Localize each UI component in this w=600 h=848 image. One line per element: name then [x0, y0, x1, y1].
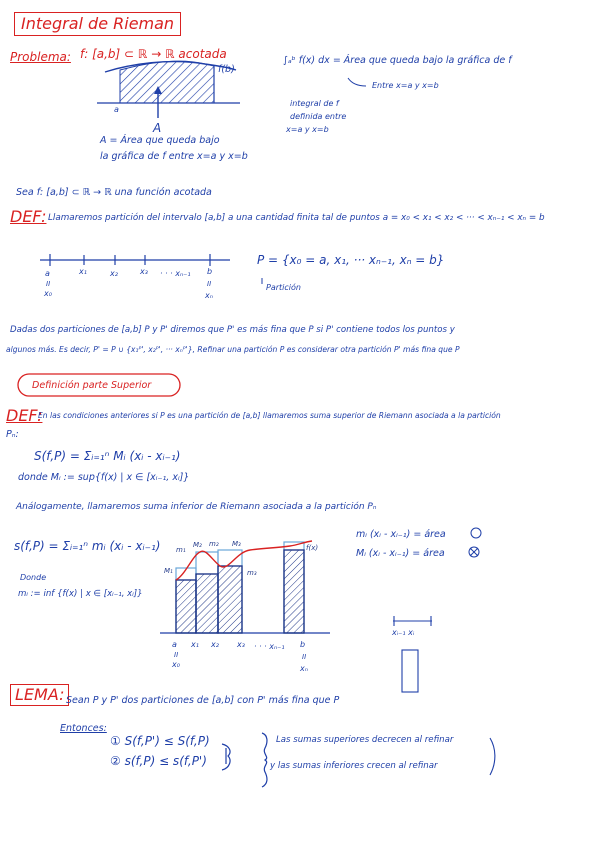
graph-label-M3: M₃	[232, 540, 241, 548]
upper-sum-formula: S(f,P) = Σᵢ₌₁ⁿ Mᵢ (xᵢ - xᵢ₋₁)	[34, 449, 181, 463]
lema-item1: ① S(f,P') ≤ S(f,P)	[110, 734, 210, 748]
upper-sum-donde: donde Mᵢ := sup{f(x) | x ∈ [xᵢ₋₁, xᵢ]}	[18, 472, 190, 483]
nl-under-a-2: x₀	[44, 289, 52, 298]
interval-label: xᵢ₋₁ xᵢ	[392, 628, 415, 637]
def2-line2: Pₙ:	[6, 429, 19, 440]
partition-label: Partición	[266, 283, 301, 292]
axis-under-a-2: x₀	[172, 660, 180, 669]
M-area-eq: Mᵢ (xᵢ - xᵢ₋₁) = área	[356, 548, 445, 559]
integral-entre: Entre x=a y x=b	[372, 81, 439, 90]
graph-label-M1: M₁	[164, 567, 173, 575]
definicion-badge: Definición parte Superior	[32, 380, 152, 391]
graph-label-m1: m₁	[176, 546, 186, 554]
m-area-eq: mᵢ (xᵢ - xᵢ₋₁) = área	[356, 529, 446, 540]
refinement-line2: algunos más. Es decir, P' = P ∪ {x₁ᴾ', x₂ᴾ', ··· xₙᴾ'}, Refinar una partición P es considerar otra partición P' más fina que P	[6, 345, 460, 354]
axis-label-a: a	[172, 640, 177, 649]
lema-text: Sean P y P' dos particiones de [a,b] con P' más fina que P	[66, 695, 340, 706]
axis-label-x2: x₂	[211, 640, 219, 649]
nl-under-a-1: II	[46, 280, 51, 288]
problema-fb: f(b)	[218, 64, 235, 75]
nl-under-b-1: II	[207, 280, 212, 288]
nl-under-b-2: xₙ	[205, 291, 213, 300]
nl-label-xn1: · · · xₙ₋₁	[160, 269, 191, 278]
axis-label-x3: x₃	[237, 640, 245, 649]
problema-A: A	[153, 121, 162, 135]
integral-de-f: integral de f	[290, 99, 339, 108]
nl-label-x1: x₁	[79, 267, 87, 276]
nl-label-a: a	[45, 269, 50, 278]
lower-sum-formula: s(f,P) = Σᵢ₌₁ⁿ mᵢ (xᵢ - xᵢ₋₁)	[14, 539, 161, 553]
refinement-line1: Dadas dos particiones de [a,b] P y P' diremos que P' es más fina que P si P' contiene todos los puntos y	[10, 325, 455, 335]
graph-label-m2: m₂	[209, 540, 219, 548]
problema-a: a	[114, 105, 119, 114]
axis-label-xn1: · · · xₙ₋₁	[254, 642, 285, 651]
lema-entonces: Entonces:	[60, 723, 107, 734]
lower-sum-donde: Donde	[20, 573, 47, 582]
problema-label: Problema:	[10, 50, 71, 64]
intro-sentence: Sea f: [a,b] ⊂ ℝ → ℝ una función acotada	[16, 187, 212, 198]
graph-label-fx: f(x)	[306, 544, 319, 552]
problema-area-line2: la gráfica de f entre x=a y x=b	[100, 151, 248, 162]
nl-label-x2: x₂	[110, 269, 118, 278]
graph-label-m3: m₃	[247, 569, 257, 577]
analog-sentence: Análogamente, llamaremos suma inferior de Riemann asociada a la partición Pₙ	[16, 502, 377, 512]
axis-label-x1: x₁	[191, 640, 199, 649]
axis-under-b-2: xₙ	[300, 664, 308, 673]
axis-under-a-1: II	[174, 651, 179, 659]
entre-vals: x=a y x=b	[286, 125, 329, 134]
lema-item2: ② s(f,P) ≤ s(f,P')	[110, 754, 207, 768]
problema-statement: f: [a,b] ⊂ ℝ → ℝ acotada	[80, 47, 227, 61]
page-title: Integral de Rieman	[14, 12, 181, 36]
partition-set: P = {x₀ = a, x₁, ··· xₙ₋₁, xₙ = b}	[257, 253, 445, 267]
problema-area-line1: A = Área que queda bajo	[100, 135, 220, 146]
def2-line1: En las condiciones anteriores si P es una partición de [a,b] llamaremos suma superior de Riemann asociada a la partición	[38, 411, 501, 420]
integral-formula: ∫ₐᵇ f(x) dx = Área que queda bajo la gráfica de f	[283, 55, 512, 66]
axis-under-b-1: II	[302, 653, 307, 661]
graph-label-M2: M₂	[193, 541, 202, 549]
nl-label-b: b	[207, 267, 213, 276]
partition-number-line	[40, 254, 262, 284]
def1-label: DEF:	[10, 207, 47, 226]
def1-text: Llamaremos partición del intervalo [a,b] a una cantidad finita tal de puntos a = x₀ < x₁ < x₂ < ··· < xₙ₋₁ < xₙ = b	[48, 213, 545, 223]
lema-note1: Las sumas superiores decrecen al refinar	[276, 735, 454, 745]
definida-entre: definida entre	[290, 112, 347, 121]
axis-label-b: b	[300, 640, 306, 649]
lema-label: LEMA:	[10, 684, 69, 706]
lower-sum-m-def: mᵢ := inf {f(x) | x ∈ [xᵢ₋₁, xᵢ]}	[18, 589, 143, 599]
lema-note2: y las sumas inferiores crecen al refinar	[270, 761, 438, 771]
nl-label-x3: x₃	[140, 267, 148, 276]
def2-label: DEF:	[6, 406, 43, 425]
